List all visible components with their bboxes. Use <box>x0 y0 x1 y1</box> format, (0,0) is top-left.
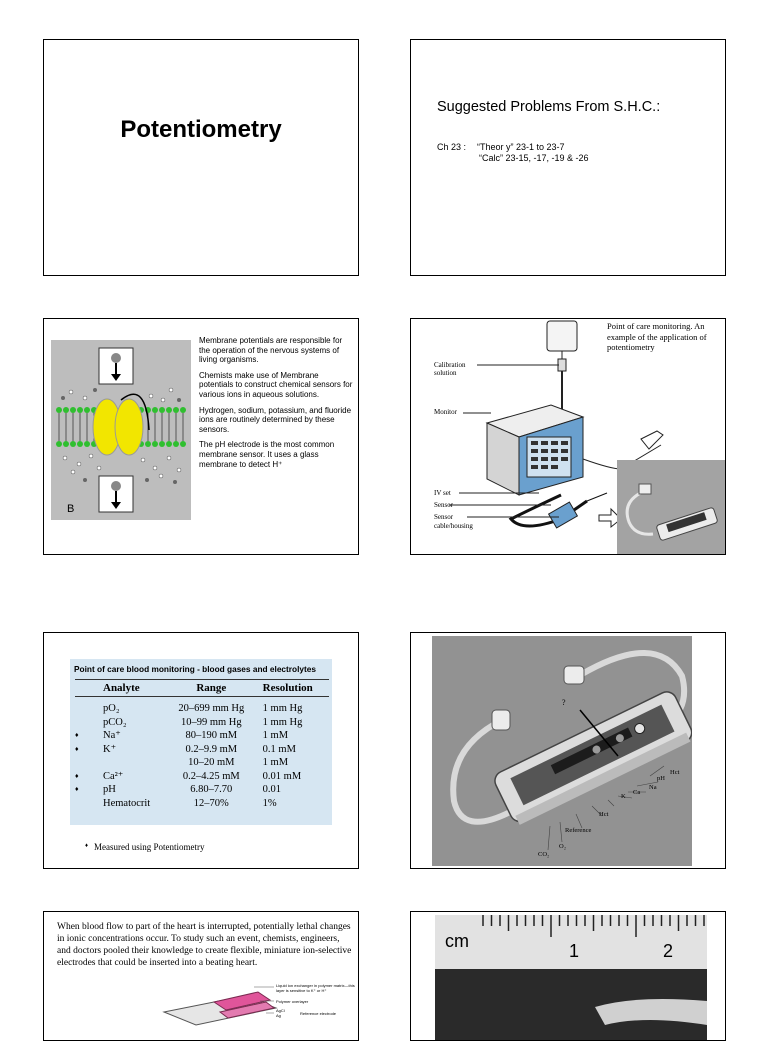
slide-6 <box>410 632 726 869</box>
label-question: ? <box>562 698 566 707</box>
slide-text: When blood flow to part of the heart is interrupted, potentially lethal changes in ionic concentrations occur. To study such an event, chemists, engineers, and doctors pooled their knowledge to create flexible, miniature ion-selective electrodes that could be inserted into a beating heart. <box>57 922 352 968</box>
membrane-diagram <box>51 340 191 520</box>
sensor-closeup-shapes <box>432 636 692 866</box>
label-reference-electrode: Reference electrode <box>300 1011 337 1016</box>
table-row <box>75 743 329 757</box>
label-co2: CO₂ <box>538 851 550 858</box>
potentiometry-marker <box>75 716 97 730</box>
cell-range: 6.80–7.70 <box>190 784 233 795</box>
potentiometry-marker: ♦ <box>75 771 79 780</box>
label-monitor: Monitor <box>434 408 457 416</box>
sensor-photo <box>617 460 726 555</box>
slide-title: Potentiometry <box>120 116 282 143</box>
cell-analyte <box>97 756 166 770</box>
label-ca: Ca <box>633 789 641 796</box>
ruler-photo <box>435 915 707 1041</box>
table-row <box>75 697 329 716</box>
label-sensor: Sensor <box>434 501 454 509</box>
table-row <box>75 729 329 743</box>
label-hct-top: Hct <box>670 769 680 776</box>
figure-label: B <box>67 503 75 515</box>
cell-resolution: 0.01 mM <box>262 770 302 782</box>
potentiometry-marker <box>75 797 97 811</box>
potentiometry-marker: ♦ <box>75 785 79 793</box>
cell-analyte: pH <box>103 784 116 795</box>
cell-resolution: 0.1 mM <box>262 743 296 755</box>
label-polymer-overlayer: Polymer overlayer <box>276 999 309 1004</box>
table-header-row <box>75 680 329 697</box>
header-analyte: Analyte <box>97 680 166 697</box>
label-agcl: AgCl <box>276 1008 285 1013</box>
ruler-mark-2: 2 <box>663 941 674 961</box>
slide-title: Suggested Problems From S.H.C.: <box>437 99 661 115</box>
slide-7 <box>43 911 359 1041</box>
sensor-photo-shapes <box>617 460 726 555</box>
cell-resolution: 0.01 <box>262 784 282 795</box>
slide-text-column <box>199 336 354 469</box>
potentiometry-marker <box>75 756 97 770</box>
slide-title: Point of care blood monitoring - blood gases and electrolytes <box>74 664 317 674</box>
cell-resolution: 1 mm Hg <box>262 716 303 728</box>
label-liquid-ion-exchanger: Liquid ion exchanger in polymer matrix—this layer is sensitive to K⁺ or H⁺ <box>276 983 355 993</box>
cell-resolution: 1 mM <box>262 757 289 768</box>
cell-analyte: Na⁺ <box>103 730 121 741</box>
table-row <box>75 797 329 811</box>
label-reference: Reference <box>565 827 592 834</box>
label-calibration-solution: Calibration solution <box>434 361 466 377</box>
footnote-marker: ♦ <box>85 843 89 849</box>
ruler-ticks <box>435 915 707 1041</box>
label-ag: Ag <box>276 1013 281 1018</box>
cell-range: 80–190 mM <box>185 730 238 741</box>
cell-analyte: K⁺ <box>103 743 117 755</box>
paragraph-ions: Hydrogen, sodium, potassium, and fluoride ions are routinely determined by these sensors. <box>199 405 352 434</box>
label-iv-set: IV set <box>434 489 451 497</box>
ruler-unit: cm <box>445 931 469 951</box>
potentiometry-marker: ♦ <box>75 731 79 739</box>
electrode-diagram <box>44 912 359 1041</box>
cell-range: 10–20 mM <box>188 757 235 768</box>
cell-range: 20–699 mm Hg <box>178 703 245 714</box>
slide-1 <box>43 39 359 276</box>
cell-resolution: 1% <box>262 797 277 809</box>
cell-range: 10–99 mm Hg <box>180 716 242 728</box>
table-row <box>75 716 329 730</box>
cell-resolution: 1 mm Hg <box>262 703 303 714</box>
cell-range: 0.2–4.25 mM <box>182 770 240 782</box>
cell-analyte: pO₂ <box>103 703 120 714</box>
label-sensor-cable-housing: Sensor cable/housing <box>434 513 473 530</box>
cell-resolution: 1 mM <box>262 730 289 741</box>
cell-range: 0.2–9.9 mM <box>185 743 238 755</box>
paragraph-chemists: Chemists make use of Membrane potentials to construct chemical sensors for various ions in aqueous solutions. <box>199 370 353 399</box>
problem-line-theory: “Theor y” 23-1 to 23-7 <box>477 142 565 152</box>
slide-2 <box>410 39 726 276</box>
label-hct-bottom: Hct <box>599 811 609 818</box>
cell-analyte: Ca²⁺ <box>103 770 124 782</box>
header-range: Range <box>166 680 257 697</box>
label-ph: pH <box>657 775 665 782</box>
slide-caption: Point of care monitoring. An example of the application of potentiometry <box>607 321 707 352</box>
potentiometry-marker: ♦ <box>75 744 79 753</box>
header-resolution: Resolution <box>257 680 329 697</box>
slide-4 <box>410 318 726 555</box>
sensor-closeup-photo <box>432 636 692 866</box>
membrane-figure <box>51 340 191 520</box>
table-row <box>75 783 329 797</box>
problem-chapter-label: Ch 23 : <box>437 142 467 152</box>
slide-5 <box>43 632 359 869</box>
potentiometry-marker <box>75 697 97 716</box>
table-row <box>75 756 329 770</box>
cell-analyte: Hematocrit <box>103 797 151 809</box>
table-footnote: Measured using Potentiometry <box>94 842 205 852</box>
slide-8 <box>410 911 726 1041</box>
cell-range: 12–70% <box>193 797 229 809</box>
slide-3 <box>43 318 359 555</box>
paragraph-membrane: Membrane potentials are responsible for the operation of the nervous systems of living organisms. <box>199 336 343 365</box>
problem-line-calc: “Calc” 23-15, -17, -19 & -26 <box>479 153 589 163</box>
paragraph-ph-electrode: The pH electrode is the most common membrane sensor. It uses a glass membrane to detect H⁺ <box>199 440 335 469</box>
cell-analyte: pCO₂ <box>103 716 127 728</box>
blood-gas-table <box>75 679 329 810</box>
label-o2: O₂ <box>559 843 566 850</box>
label-na: Na <box>649 784 657 791</box>
label-k: K <box>621 793 626 800</box>
table-row <box>75 770 329 784</box>
ruler-mark-1: 1 <box>569 941 580 961</box>
